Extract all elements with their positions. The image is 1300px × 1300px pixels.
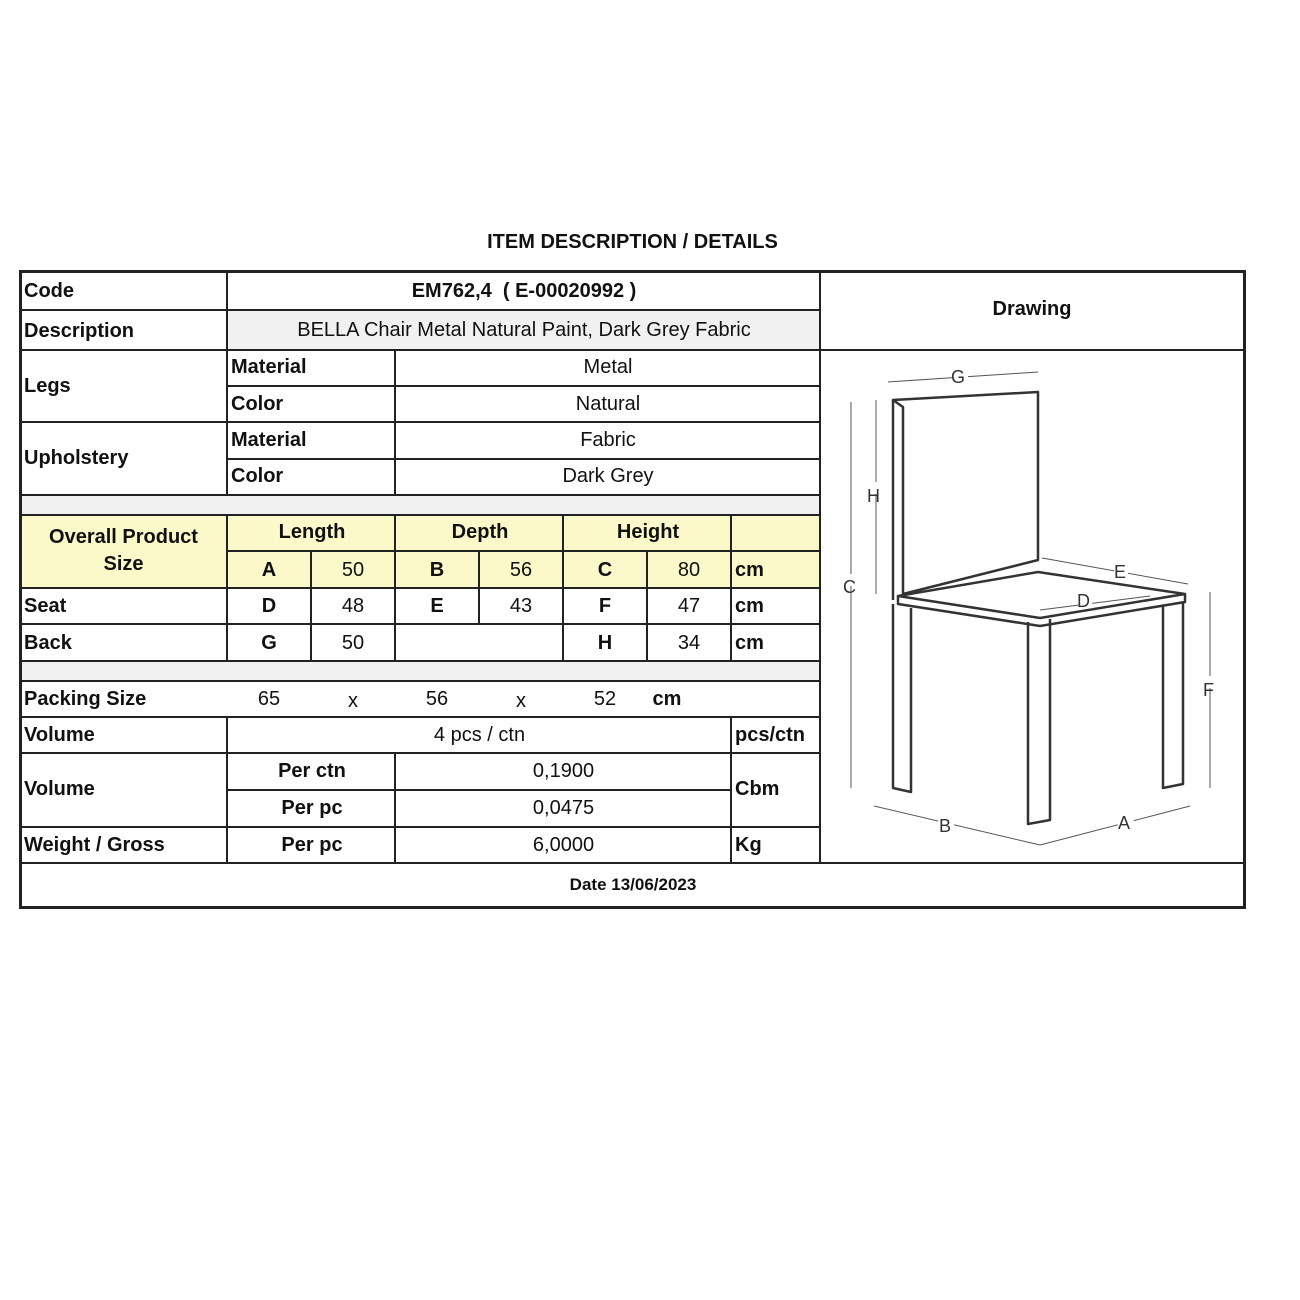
- packing-width: 56: [425, 688, 449, 710]
- grid-line: [21, 680, 821, 682]
- upholstery-material-label: Material: [231, 429, 307, 451]
- legs-material-label: Material: [231, 356, 307, 378]
- depth-header: Depth: [451, 521, 509, 543]
- border-left: [19, 270, 22, 909]
- overall-size-label-2: Size: [103, 553, 144, 575]
- grid-line: [21, 752, 821, 754]
- packing-unit: cm: [652, 688, 682, 710]
- border-bottom: [19, 906, 1246, 909]
- chair-leg-front-right: [1163, 602, 1183, 788]
- drawing-letter-a: A: [1118, 813, 1131, 833]
- grid-line: [21, 587, 821, 589]
- grid-line: [21, 862, 1245, 864]
- drawing-letter-e: E: [1114, 562, 1127, 582]
- legs-color-value: Natural: [575, 393, 641, 415]
- volume-pcs-unit: pcs/ctn: [735, 724, 806, 746]
- grid-line: [21, 514, 821, 516]
- border-top: [19, 270, 1246, 273]
- back-g-letter: G: [261, 632, 277, 654]
- grid-line: [226, 271, 228, 495]
- drawing-letter-f: F: [1203, 680, 1214, 700]
- volume-pcs-label: Volume: [24, 724, 95, 746]
- weight-label: Weight / Gross: [24, 834, 165, 856]
- spacer-row-2: [21, 662, 820, 680]
- drawing-letter-g: G: [951, 367, 966, 387]
- weight-value: 6,0000: [532, 834, 595, 856]
- chair-leg-front-left: [1028, 619, 1050, 824]
- chair-leg-back-left: [893, 604, 911, 792]
- spacer-row-1: [21, 496, 820, 515]
- grid-line: [21, 716, 821, 718]
- chair-backrest: [893, 392, 1038, 594]
- size-a-value: 50: [341, 559, 365, 581]
- legs-color-label: Color: [231, 393, 284, 415]
- volume-pcs-value: 4 pcs / ctn: [433, 724, 526, 746]
- back-g-value: 50: [341, 632, 365, 654]
- chair-drawing: [822, 350, 1244, 862]
- back-label: Back: [24, 632, 72, 654]
- grid-line: [228, 458, 821, 460]
- size-overall-unit: cm: [735, 559, 764, 581]
- description-label: Description: [24, 320, 135, 342]
- back-h-letter: H: [597, 632, 613, 654]
- document-title: ITEM DESCRIPTION / DETAILS: [487, 231, 778, 253]
- upholstery-material-value: Fabric: [580, 429, 636, 451]
- volume-cbm-unit: Cbm: [735, 778, 780, 800]
- code-value: EM762,4 ( E-00020992 ): [411, 280, 637, 302]
- size-b-value: 56: [509, 559, 533, 581]
- back-unit: cm: [735, 632, 764, 654]
- overall-size-label: Overall Product: [49, 526, 198, 548]
- back-h-value: 34: [677, 632, 701, 654]
- drawing-letter-b: B: [939, 816, 952, 836]
- seat-label: Seat: [24, 595, 67, 617]
- grid-line: [21, 421, 821, 423]
- description-value: BELLA Chair Metal Natural Paint, Dark Grey Fabric: [297, 319, 751, 341]
- code-label: Code: [24, 280, 74, 302]
- length-header: Length: [278, 521, 346, 543]
- weight-per-pc-label: Per pc: [281, 834, 343, 856]
- dim-line-a: [1040, 806, 1190, 845]
- volume-per-ctn-label: Per ctn: [278, 760, 346, 782]
- height-header: Height: [616, 521, 680, 543]
- grid-line: [228, 550, 821, 552]
- seat-e-value: 43: [509, 595, 533, 617]
- drawing-letter-h: H: [867, 486, 880, 506]
- grid-line: [21, 309, 821, 311]
- size-c-value: 80: [677, 559, 701, 581]
- size-b-letter: B: [429, 559, 445, 581]
- date-label: Date 13/06/2023: [569, 875, 697, 894]
- seat-d-value: 48: [341, 595, 365, 617]
- grid-line: [21, 826, 821, 828]
- upholstery-color-value: Dark Grey: [562, 465, 654, 487]
- packing-x-2: x: [516, 690, 526, 712]
- drawing-letter-d: D: [1077, 591, 1090, 611]
- grid-line: [21, 494, 821, 496]
- dim-line-b: [874, 806, 1040, 845]
- weight-unit: Kg: [735, 834, 762, 856]
- seat-f-letter: F: [598, 595, 612, 617]
- seat-e-letter: E: [430, 595, 444, 617]
- upholstery-color-label: Color: [231, 465, 284, 487]
- drawing-letter-c: C: [843, 577, 856, 597]
- grid-line: [21, 623, 821, 625]
- packing-height: 52: [593, 688, 617, 710]
- grid-line: [21, 660, 821, 662]
- volume-per-pc-value: 0,0475: [532, 797, 595, 819]
- volume-per-pc-label: Per pc: [281, 797, 343, 819]
- grid-line: [228, 385, 821, 387]
- packing-length: 65: [257, 688, 281, 710]
- seat-d-letter: D: [261, 595, 277, 617]
- volume-cbm-label: Volume: [24, 778, 95, 800]
- grid-line: [228, 789, 731, 791]
- seat-unit: cm: [735, 595, 764, 617]
- drawing-label: Drawing: [992, 298, 1072, 320]
- legs-label: Legs: [24, 375, 71, 397]
- size-a-letter: A: [261, 559, 277, 581]
- packing-label: Packing Size: [24, 688, 147, 710]
- legs-material-value: Metal: [583, 356, 633, 378]
- upholstery-label: Upholstery: [24, 447, 129, 469]
- packing-x-1: x: [348, 690, 358, 712]
- size-c-letter: C: [597, 559, 613, 581]
- volume-per-ctn-value: 0,1900: [532, 760, 595, 782]
- seat-f-value: 47: [677, 595, 701, 617]
